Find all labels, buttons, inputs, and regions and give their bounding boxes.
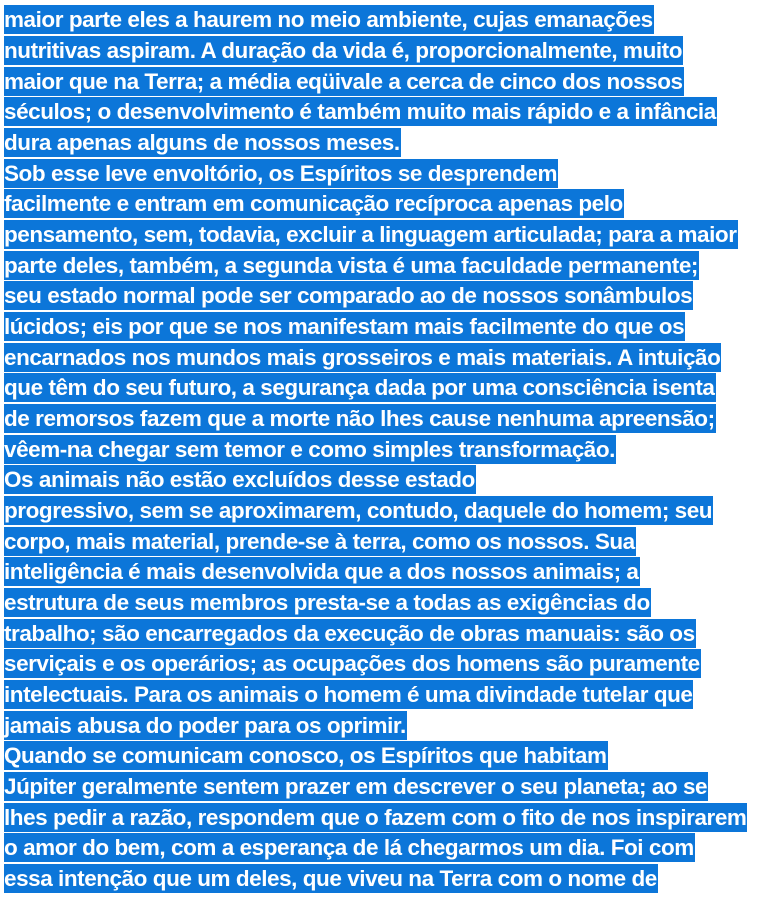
text-line[interactable]: jamais abusa do poder para os oprimir. (4, 713, 406, 738)
text-line[interactable]: corpo, mais material, prende-se à terra, como os nossos. Sua (4, 529, 635, 554)
text-line[interactable]: progressivo, sem se aproximarem, contudo, daquele do homem; seu (4, 498, 713, 523)
text-line[interactable]: o amor do bem, com a esperança de lá chegarmos um dia. Foi com (4, 835, 694, 860)
text-line[interactable]: Quando se comunicam conosco, os Espíritos que habitam (4, 743, 607, 768)
text-line[interactable]: serviçais e os operários; as ocupações dos homens são puramente (4, 651, 700, 676)
text-line[interactable]: que têm do seu futuro, a segurança dada por uma consciência isenta (4, 375, 715, 400)
text-line[interactable]: nutritivas aspiram. A duração da vida é, proporcionalmente, muito (4, 38, 682, 63)
text-line[interactable]: maior parte eles a haurem no meio ambiente, cujas emanações (4, 7, 653, 32)
text-line[interactable]: dura apenas alguns de nossos meses. (4, 130, 400, 155)
text-line[interactable]: essa intenção que um deles, que viveu na Terra com o nome de (4, 866, 657, 891)
text-line[interactable]: inteligência é mais desenvolvida que a dos nossos animais; a (4, 559, 639, 584)
text-line[interactable]: pensamento, sem, todavia, excluir a linguagem articulada; para a maior (4, 222, 737, 247)
text-line[interactable]: trabalho; são encarregados da execução de obras manuais: são os (4, 621, 695, 646)
text-line[interactable]: encarnados nos mundos mais grosseiros e mais materiais. A intuição (4, 345, 721, 370)
text-line[interactable]: seu estado normal pode ser comparado ao de nossos sonâmbulos (4, 283, 693, 308)
text-line[interactable]: estrutura de seus membros presta-se a todas as exigências do (4, 590, 650, 615)
text-line[interactable]: de remorsos fazem que a morte não lhes cause nenhuma apreensão; (4, 406, 715, 431)
text-line[interactable]: maior que na Terra; a média eqüivale a cerca de cinco dos nossos (4, 69, 683, 94)
text-line[interactable]: intelectuais. Para os animais o homem é uma divindade tutelar que (4, 682, 693, 707)
text-line[interactable]: Sob esse leve envoltório, os Espíritos se desprendem (4, 161, 558, 186)
text-line[interactable]: lúcidos; eis por que se nos manifestam mais facilmente do que os (4, 314, 685, 339)
text-line[interactable]: vêem-na chegar sem temor e como simples transformação. (4, 437, 615, 462)
text-line[interactable]: lhes pedir a razão, respondem que o fazem com o fito de nos inspirarem (4, 805, 747, 830)
text-line[interactable]: parte deles, também, a segunda vista é uma faculdade permanente; (4, 253, 698, 278)
text-line[interactable]: Júpiter geralmente sentem prazer em descrever o seu planeta; ao se (4, 774, 708, 799)
text-line[interactable]: séculos; o desenvolvimento é também muito mais rápido e a infância (4, 99, 716, 124)
text-line[interactable]: Os animais não estão excluídos desse estado (4, 467, 475, 492)
text-line[interactable]: facilmente e entram em comunicação recíproca apenas pelo (4, 191, 623, 216)
